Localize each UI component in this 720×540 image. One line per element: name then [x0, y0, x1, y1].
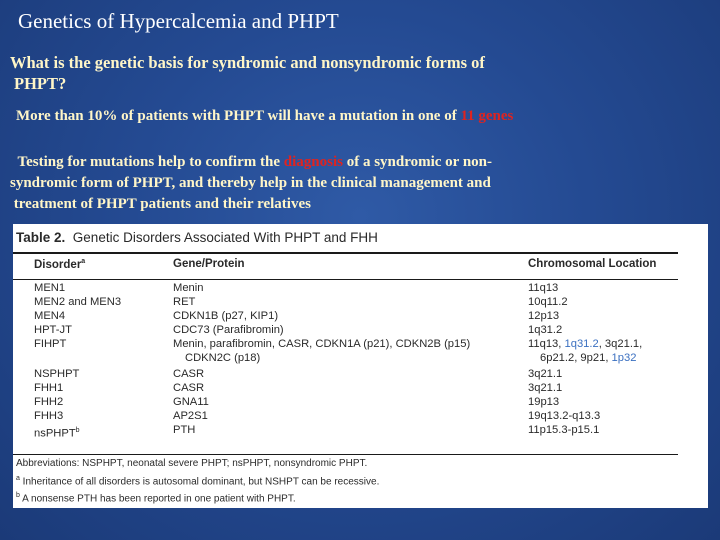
cell-location: 19q13.2-q13.3: [528, 410, 601, 422]
cell-gene-continued: CDKN2C (p18): [185, 352, 261, 364]
cell-gene: GNA11: [173, 396, 209, 408]
cell-gene: Menin: [173, 282, 204, 294]
point2-text-end: of a syndromic or non-: [342, 154, 492, 170]
table-number: Table 2.: [16, 230, 66, 245]
cell-disorder: MEN4: [34, 310, 66, 322]
cell-gene: RET: [173, 296, 196, 308]
cell-gene: CDKN1B (p27, KIP1): [173, 310, 279, 322]
cell-location: 3q21.1: [528, 368, 563, 380]
cell-location-continued: 6p21.2, 9p21, 1p32: [540, 352, 637, 364]
point2-text-start: Testing for mutations help to confirm the: [17, 154, 284, 170]
cell-disorder: FHH1: [34, 382, 64, 394]
table-top-rule: [13, 252, 678, 254]
table-bottom-rule: [13, 454, 678, 455]
cell-disorder: FHH3: [34, 410, 64, 422]
table-caption-text: Genetic Disorders Associated With PHPT and FHH: [72, 230, 378, 245]
footnote-abbreviations: Abbreviations: NSPHPT, neonatal severe PHPT; nsPHPT, nonsyndromic PHPT.: [16, 458, 368, 469]
genetic-disorders-table: [13, 224, 708, 508]
point-mutation-frequency: [16, 108, 696, 125]
point2-highlight: diagnosis: [283, 154, 343, 170]
cell-gene: CASR: [173, 382, 205, 394]
row-footnote-mark: b: [75, 427, 80, 434]
cell-location: 1q31.2: [528, 324, 563, 336]
cell-disorder: FIHPT: [34, 338, 67, 350]
header-gene: Gene/Protein: [173, 258, 245, 270]
point2-line-3: treatment of PHPT patients and their relatives: [13, 196, 311, 212]
cell-disorder: HPT-JT: [34, 324, 72, 336]
cell-disorder: MEN2 and MEN3: [34, 296, 122, 308]
cell-disorder: FHH2: [34, 396, 64, 408]
cell-location: 11q13, 1q31.2, 3q21.1,: [528, 338, 643, 350]
cell-gene: PTH: [173, 424, 196, 436]
footnote-a: $^a$ Inheritance of all disorders is autosomal dominant, but NSHPT can be recessive.: [16, 475, 380, 488]
header-disorder-footnote-mark: a: [81, 258, 86, 265]
header-location: Chromosomal Location: [528, 258, 657, 270]
cell-gene: CASR: [173, 368, 205, 380]
cell-disorder: MEN1: [34, 282, 66, 294]
point2-line-2: syndromic form of PHPT, and thereby help in the clinical management and: [10, 175, 491, 191]
cell-location: 3q21.1: [528, 382, 563, 394]
point1-highlight: 11 genes: [460, 108, 514, 124]
cell-location: 11p15.3-p15.1: [528, 424, 600, 436]
question-text: [10, 52, 650, 94]
cell-gene: AP2S1: [173, 410, 208, 422]
cell-location: 19p13: [528, 396, 560, 408]
cell-disorder: NSPHPT: [34, 368, 80, 380]
header-disorder: Disorder$^a$: [34, 258, 86, 271]
table-header-rule: [13, 279, 678, 280]
question-line-2: PHPT?: [14, 74, 67, 93]
point-testing: [10, 152, 650, 215]
cell-gene: CDC73 (Parafibromin): [173, 324, 284, 336]
footnote-b: $^b$ A nonsense PTH has been reported in one patient with PHPT.: [16, 492, 296, 505]
question-line-1: What is the genetic basis for syndromic and nonsyndromic forms of: [10, 53, 485, 72]
cell-location: 12p13: [528, 310, 560, 322]
cell-location: 11q13: [528, 282, 559, 294]
cell-disorder: nsPHPT$^b$: [34, 427, 80, 440]
point1-text: More than 10% of patients with PHPT will have a mutation in one of: [16, 108, 461, 124]
slide-title: Genetics of Hypercalcemia and PHPT: [18, 9, 339, 33]
cell-gene: Menin, parafibromin, CASR, CDKN1A (p21), CDKN2B (p15): [173, 338, 471, 350]
table-caption: [16, 230, 378, 245]
cell-location: 10q11.2: [528, 296, 568, 308]
